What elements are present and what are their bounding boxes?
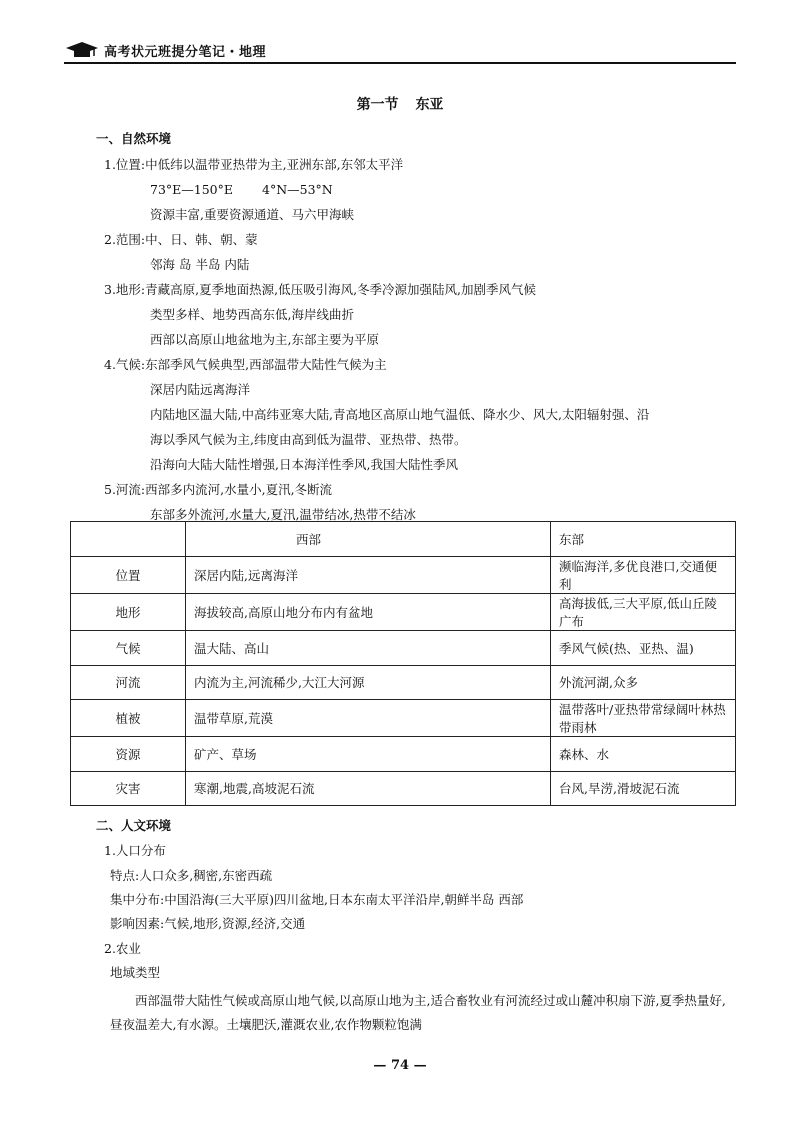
terrain-line1: 3.地形:青藏高原,夏季地面热源,低压吸引海风,冬季冷源加强陆风,加剧季风气候 <box>104 282 537 297</box>
row-label: 河流 <box>71 665 186 700</box>
row-label: 资源 <box>71 737 186 772</box>
header-divider <box>64 62 736 64</box>
east-cell: 森林、水 <box>551 737 736 772</box>
location-line3: 资源丰富,重要资源通道、马六甲海峡 <box>150 207 354 222</box>
east-cell: 台风,旱涝,滑坡泥石流 <box>551 771 736 806</box>
agriculture-title: 2.农业 <box>104 941 141 956</box>
table-header-cell <box>71 522 186 557</box>
east-cell: 季风气候(热、亚热、温) <box>551 631 736 666</box>
population-line3: 影响因素:气候,地形,资源,经济,交通 <box>110 916 306 931</box>
west-cell: 海拔较高,高原山地分布内有盆地 <box>186 594 551 631</box>
east-cell: 高海拔低,三大平原,低山丘陵广布 <box>551 594 736 631</box>
west-cell: 深居内陆,远离海洋 <box>186 557 551 594</box>
population-title: 1.人口分布 <box>104 843 166 858</box>
page-header <box>64 38 266 62</box>
row-label: 植被 <box>71 700 186 737</box>
range-line2: 邻海 岛 半岛 内陆 <box>150 257 250 272</box>
west-cell: 寒潮,地震,高坡泥石流 <box>186 771 551 806</box>
climate-line3b: 海以季风气候为主,纬度由高到低为温带、亚热带、热带。 <box>150 432 467 447</box>
table-row <box>71 700 736 737</box>
row-label: 地形 <box>71 594 186 631</box>
section-title <box>0 94 800 114</box>
human-heading: 二、人文环境 <box>96 818 172 833</box>
table-row <box>71 557 736 594</box>
terrain-line3: 西部以高原山地盆地为主,东部主要为平原 <box>150 332 379 347</box>
row-label: 气候 <box>71 631 186 666</box>
page-number: — 74 — <box>373 1058 427 1073</box>
natural-heading: 一、自然环境 <box>96 131 172 146</box>
table-row <box>71 631 736 666</box>
latitude-range: 4°N—53°N <box>262 182 333 197</box>
agriculture-subtitle: 地域类型 <box>110 965 161 980</box>
table-row <box>71 771 736 806</box>
section-name: 东亚 <box>415 97 444 113</box>
section-number: 第一节 <box>356 97 399 113</box>
population-line2: 集中分布:中国沿海(三大平原)四川盆地,日本东南太平洋沿岸,朝鲜半岛 西部 <box>110 892 524 907</box>
population-line1: 特点:人口众多,稠密,东密西疏 <box>110 868 273 883</box>
row-label: 位置 <box>71 557 186 594</box>
west-cell: 矿产、草场 <box>186 737 551 772</box>
agriculture-paragraph: 西部温带大陆性气候或高原山地气候,以高原山地为主,适合畜牧业有河流经过或山麓冲积扇下游,夏季热量好,昼夜温差大,有水源。土壤肥沃,灌溉农业,农作物颗粒饱满 <box>110 993 726 1032</box>
table-row <box>71 594 736 631</box>
table-row <box>71 665 736 700</box>
east-west-comparison-table <box>70 521 736 806</box>
west-cell: 温带草原,荒漠 <box>186 700 551 737</box>
graduation-cap-icon <box>64 40 100 60</box>
range-line1: 2.范围:中、日、韩、朝、蒙 <box>104 232 258 247</box>
rivers-line1: 5.河流:西部多内流河,水量小,夏汛,冬断流 <box>104 482 333 497</box>
table-header-east: 东部 <box>551 522 736 557</box>
longitude-range: 73°E—150°E <box>150 182 234 197</box>
terrain-line2: 类型多样、地势西高东低,海岸线曲折 <box>150 307 354 322</box>
climate-line4: 沿海向大陆大陆性增强,日本海洋性季风,我国大陆性季风 <box>150 457 458 472</box>
west-cell: 内流为主,河流稀少,大江大河源 <box>186 665 551 700</box>
table-header-west: 西部 <box>186 522 551 557</box>
west-cell: 温大陆、高山 <box>186 631 551 666</box>
header-title: 高考状元班提分笔记・地理 <box>104 44 267 60</box>
climate-line2: 深居内陆远离海洋 <box>150 382 251 397</box>
east-cell: 外流河湖,众多 <box>551 665 736 700</box>
table-header-row <box>71 522 736 557</box>
climate-line3a: 内陆地区温大陆,中高纬亚寒大陆,青高地区高原山地气温低、降水少、风大,太阳辐射强、沿 <box>150 407 650 422</box>
location-line1: 1.位置:中低纬以温带亚热带为主,亚洲东部,东邻太平洋 <box>104 157 404 172</box>
east-cell: 温带落叶/亚热带常绿阔叶林热带雨林 <box>551 700 736 737</box>
rivers-line2: 东部多外流河,水量大,夏汛,温带结冰,热带不结冰 <box>150 507 416 522</box>
row-label: 灾害 <box>71 771 186 806</box>
climate-line1: 4.气候:东部季风气候典型,西部温带大陆性气候为主 <box>104 357 387 372</box>
east-cell: 濒临海洋,多优良港口,交通便利 <box>551 557 736 594</box>
table-row <box>71 737 736 772</box>
